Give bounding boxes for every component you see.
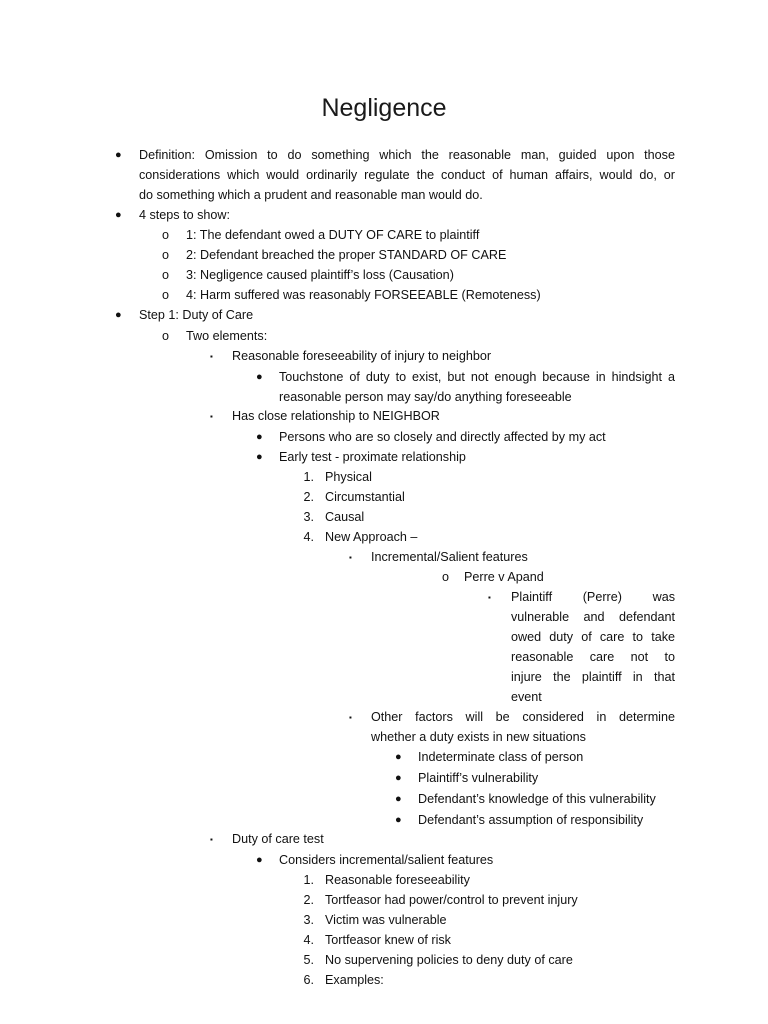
element-1: Reasonable foreseeability of injury to neighbor [232, 349, 492, 363]
bullet-marker: ● [256, 431, 263, 443]
test-item: Examples: [325, 973, 384, 987]
test-item: Tortfeasor knew of risk [325, 933, 451, 947]
incremental-item: Incremental/Salient features [371, 550, 528, 564]
factor-item: Defendant’s knowledge of this vulnerability [418, 792, 656, 806]
step-item: 3: Negligence caused plaintiff’s loss (Causation) [186, 268, 454, 282]
step-item: 1: The defendant owed a DUTY OF CARE to plaintiff [186, 228, 480, 242]
square-marker: ▪ [488, 593, 491, 602]
number-marker: 2. [303, 893, 314, 907]
test-item: Tortfeasor had power/control to prevent injury [325, 893, 578, 907]
persons-item: Persons who are so closely and directly affected by my act [279, 430, 606, 444]
perre-text-line: injure the plaintiff in that [511, 670, 675, 684]
considers-item: Considers incremental/salient features [279, 853, 494, 867]
test-item: Reasonable foreseeability [325, 873, 470, 887]
step-item: 4: Harm suffered was reasonably FORSEEABLE (Remoteness) [186, 288, 541, 302]
step-item: 2: Defendant breached the proper STANDARD OF CARE [186, 248, 507, 262]
other-factors-line: whether a duty exists in new situations [371, 730, 586, 744]
circle-marker: o [442, 570, 450, 584]
touchstone-line: Touchstone of duty to exist, but not enough because in hindsight a [279, 370, 675, 384]
perre-text-line: Plaintiff (Perre) was [511, 590, 675, 604]
perre-text-line: event [511, 690, 542, 704]
factor-item: Defendant’s assumption of responsibility [418, 813, 644, 827]
page-title: Negligence [321, 94, 447, 122]
early-test: Early test - proximate relationship [279, 450, 466, 464]
square-marker: ▪ [210, 412, 213, 421]
definition-line: considerations which would ordinarily regulate the conduct of human affairs, would do, or [139, 168, 675, 182]
number-marker: 4. [303, 933, 314, 947]
steps-intro: 4 steps to show: [139, 208, 231, 222]
early-item: Physical [325, 470, 372, 484]
early-item: Causal [325, 510, 365, 524]
number-marker: 6. [303, 973, 314, 987]
perre-text-line: reasonable care not to [511, 650, 675, 664]
two-elements: Two elements: [186, 329, 268, 343]
number-marker: 2. [303, 490, 314, 504]
factor-item: Plaintiff’s vulnerability [418, 771, 539, 785]
square-marker: ▪ [210, 835, 213, 844]
bullet-marker: ● [115, 209, 122, 221]
bullet-marker: ● [256, 854, 263, 866]
factor-item: Indeterminate class of person [418, 750, 584, 764]
touchstone-line: reasonable person may say/do anything foreseeable [279, 390, 572, 404]
number-marker: 4. [303, 530, 314, 544]
bullet-marker: ● [395, 814, 402, 826]
square-marker: ▪ [210, 352, 213, 361]
definition-line: Definition: Omission to do something which the reasonable man, guided upon those [139, 148, 675, 162]
early-item: New Approach – [325, 530, 418, 544]
circle-marker: o [162, 228, 170, 242]
duty-test: Duty of care test [232, 832, 324, 846]
definition-line: do something which a prudent and reasonable man would do. [139, 188, 483, 202]
bullet-marker: ● [115, 309, 122, 321]
perre-text-line: vulnerable and defendant [511, 610, 675, 624]
circle-marker: o [162, 288, 170, 302]
bullet-marker: ● [256, 451, 263, 463]
bullet-marker: ● [256, 371, 263, 383]
test-item: No supervening policies to deny duty of care [325, 953, 573, 967]
test-item: Victim was vulnerable [325, 913, 447, 927]
bullet-marker: ● [395, 751, 402, 763]
circle-marker: o [162, 248, 170, 262]
bullet-marker: ● [115, 149, 122, 161]
perre-case: Perre v Apand [464, 570, 544, 584]
number-marker: 5. [303, 953, 314, 967]
other-factors-line: Other factors will be considered in determine [371, 710, 675, 724]
step1-heading: Step 1: Duty of Care [139, 308, 254, 322]
early-item: Circumstantial [325, 490, 405, 504]
number-marker: 1. [303, 873, 314, 887]
number-marker: 3. [303, 510, 314, 524]
square-marker: ▪ [349, 553, 352, 562]
bullet-marker: ● [395, 772, 402, 784]
number-marker: 1. [303, 470, 314, 484]
square-marker: ▪ [349, 713, 352, 722]
perre-text-line: owed duty of care to take [511, 630, 675, 644]
circle-marker: o [162, 268, 170, 282]
number-marker: 3. [303, 913, 314, 927]
circle-marker: o [162, 329, 170, 343]
element-2: Has close relationship to NEIGHBOR [232, 409, 440, 423]
bullet-marker: ● [395, 793, 402, 805]
